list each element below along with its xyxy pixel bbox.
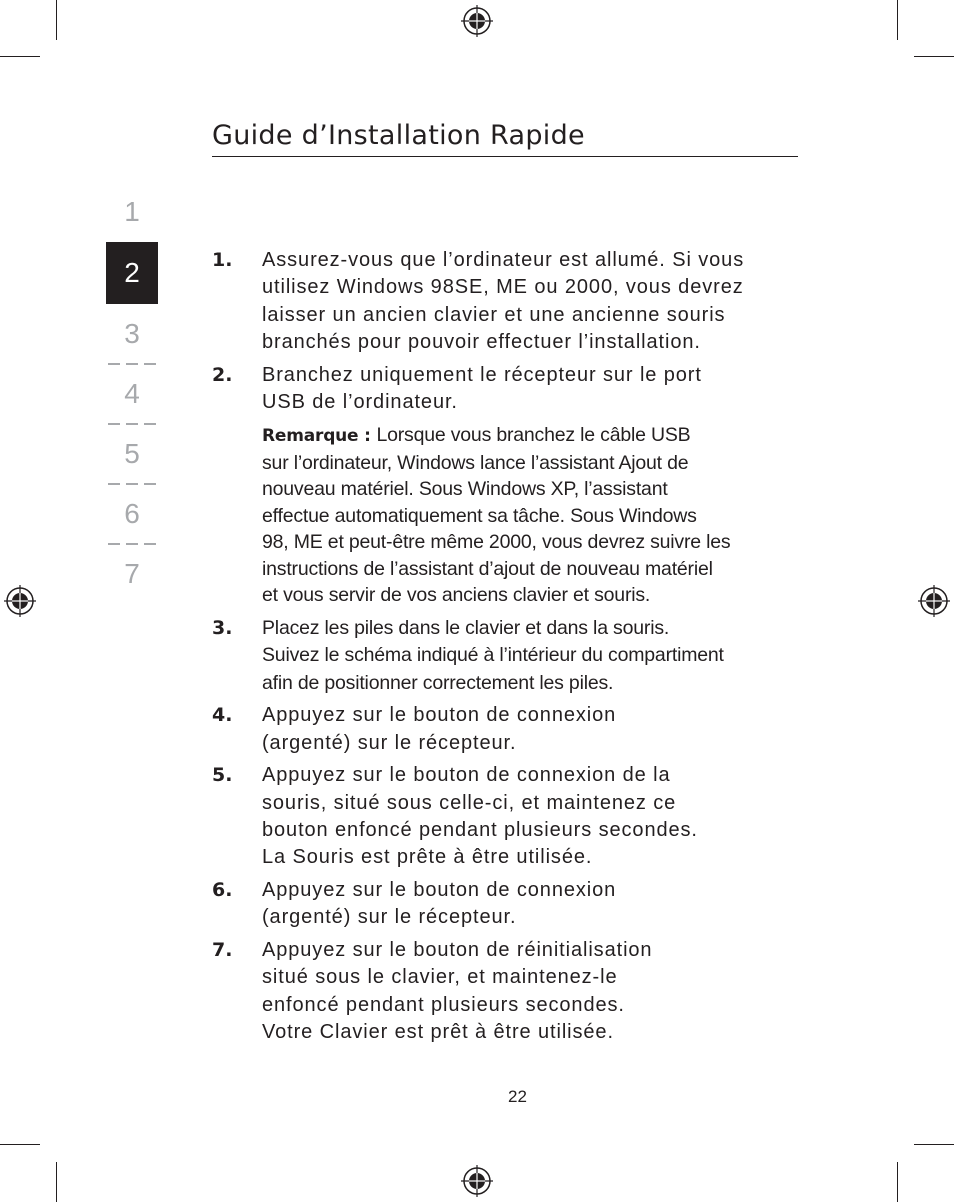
registration-mark-icon [3,584,37,618]
section-tab-label: 7 [124,558,140,589]
step-7 [212,937,802,1047]
step-line: Votre Clavier est prêt à être utilisée. [262,1020,614,1043]
note-line: nouveau matériel. Sous Windows XP, l’assistant [262,478,668,501]
step-number: 2. [212,363,233,386]
step-1 [212,247,802,357]
step-line: Appuyez sur le bouton de connexion [262,878,617,901]
section-tab-label: 4 [124,378,140,409]
step-5 [212,762,802,872]
step-line: branchés pour pouvoir effectuer l’installation. [262,331,701,354]
section-tab-1[interactable] [106,182,158,242]
step-line: Appuyez sur le bouton de connexion de la [262,764,671,787]
step-text [262,615,802,698]
step-note [262,422,802,609]
section-tab-5[interactable] [106,424,158,484]
step-6 [212,877,802,932]
step-4 [212,702,802,757]
section-tab-3[interactable] [106,304,158,364]
note-line: sur l’ordinateur, Windows lance l’assistant Ajout de [262,451,689,474]
page-number: 22 [508,1087,527,1106]
step-line: Appuyez sur le bouton de réinitialisation [262,938,653,961]
note-line: et vous servir de vos anciens clavier et souris. [262,584,651,607]
step-number: 4. [212,704,233,727]
note-line: 98, ME et peut-être même 2000, vous devrez suivre les [262,531,731,554]
step-number: 7. [212,938,233,961]
crop-mark-bottom-left-vertical [56,1162,57,1202]
step-line: souris, situé sous celle-ci, et maintenez ce [262,791,677,814]
section-tab-4[interactable] [106,364,158,424]
registration-mark-icon [460,1164,494,1198]
step-line [262,422,802,450]
step-text [262,362,802,609]
step-line: (argenté) sur le récepteur. [262,906,517,929]
page-title: Guide d’Installation Rapide [212,118,798,157]
step-text [262,702,802,757]
section-tab-label: 3 [124,318,140,349]
section-nav [106,182,158,604]
step-line: La Souris est prête à être utilisée. [262,846,593,869]
step-text [262,247,802,357]
step-line: Placez les piles dans le clavier et dans la souris. [262,616,670,639]
step-number: 5. [212,764,233,787]
section-tab-label: 6 [124,498,140,529]
section-tab-label: 5 [124,438,140,469]
note-line: instructions de l’assistant d’ajout de nouveau matériel [262,557,713,580]
step-text [262,937,802,1047]
note-line: effectue automatiquement sa tâche. Sous Windows [262,504,697,527]
crop-mark-top-left-horizontal [0,56,40,57]
section-tab-6[interactable] [106,484,158,544]
step-line: situé sous le clavier, et maintenez-le [262,966,618,989]
registration-mark-icon [460,4,494,38]
step-line: laisser un ancien clavier et une ancienne souris [262,303,726,326]
step-line: enfoncé pendant plusieurs secondes. [262,993,625,1016]
step-line: (argenté) sur le récepteur. [262,731,517,754]
step-line: Branchez uniquement le récepteur sur le port [262,363,702,386]
step-line: afin de positionner correctement les piles. [262,671,614,694]
step-line: bouton enfoncé pendant plusieurs secondes. [262,819,698,842]
step-line: Suivez le schéma indiqué à l’intérieur du compartiment [262,644,724,667]
step-number: 1. [212,249,233,271]
step-line: USB de l’ordinateur. [262,391,458,414]
crop-mark-top-right-vertical [897,0,898,40]
crop-mark-top-left-vertical [56,0,57,40]
section-tab-label: 2 [124,257,140,288]
section-tab-7[interactable] [106,544,158,604]
note-text: Lorsque vous branchez le câble USB [376,424,691,447]
crop-mark-top-right-horizontal [914,56,954,57]
step-line: Assurez-vous que l’ordinateur est allumé. Si vous [262,249,745,271]
step-text [262,877,802,932]
section-tab-label: 1 [124,196,140,227]
step-number: 6. [212,878,233,901]
crop-mark-bottom-right-horizontal [914,1144,954,1145]
step-line: Appuyez sur le bouton de connexion [262,704,617,727]
step-text [262,762,802,872]
step-3 [212,615,802,698]
step-line: utilisez Windows 98SE, ME ou 2000, vous devrez [262,276,744,299]
installation-steps [212,247,802,1046]
step-number: 3. [212,616,233,639]
crop-mark-bottom-left-horizontal [0,1144,40,1145]
note-label: Remarque : [262,426,377,447]
step-2 [212,362,802,609]
crop-mark-bottom-right-vertical [897,1162,898,1202]
registration-mark-icon [917,584,951,618]
section-tab-2-active[interactable] [106,242,158,304]
